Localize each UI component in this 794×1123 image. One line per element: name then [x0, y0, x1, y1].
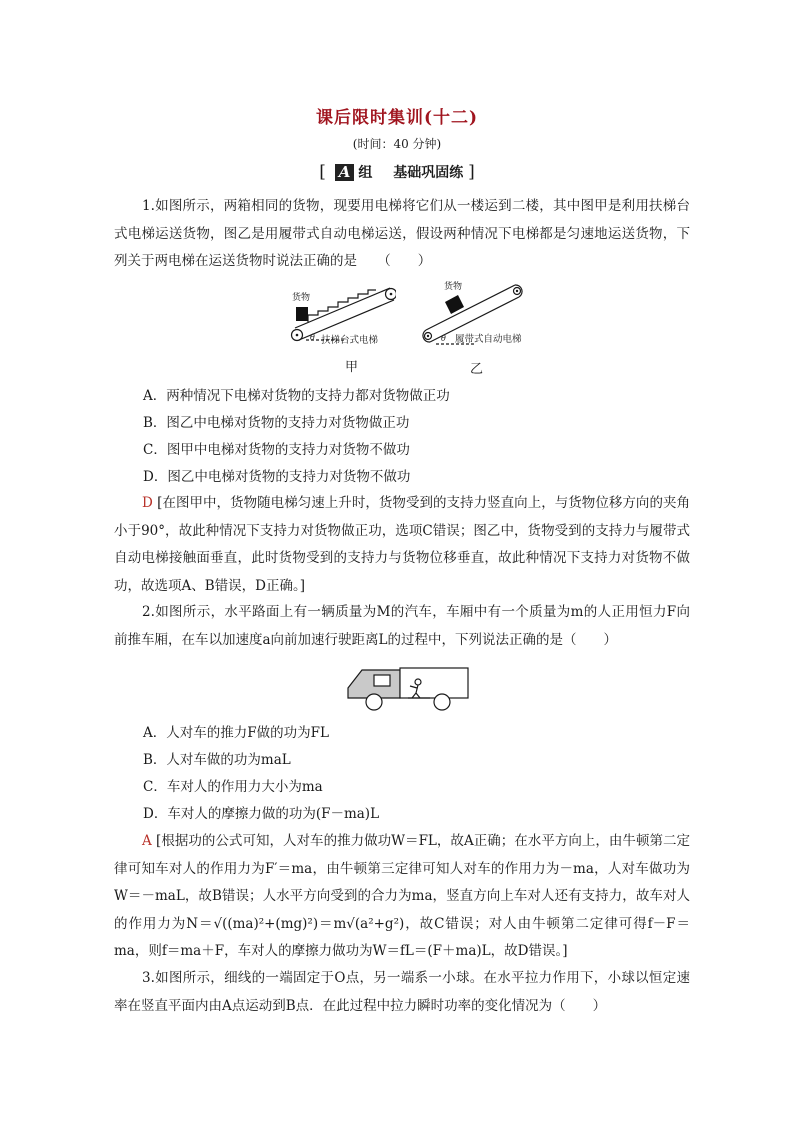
page-title: 课后限时集训(十二) — [315, 108, 479, 128]
figure-yi-angle-label: θ — [441, 334, 446, 343]
question-1-answer — [114, 490, 690, 600]
question-2-answer-letter: A — [142, 833, 152, 849]
question-1-answer-letter: D — [142, 495, 153, 511]
group-heading — [0, 162, 794, 182]
figure-caption-jia: 甲 — [345, 360, 359, 375]
group-close-bracket: ] — [468, 162, 475, 182]
question-2-option-b: B．人对车做的功为maL — [143, 752, 291, 768]
figure-jia-angle-label: θ — [310, 333, 315, 342]
figure-yi-cargo-label: 货物 — [444, 282, 463, 292]
question-1-explanation: [在图甲中，货物随电梯匀速上升时，货物受到的支持力竖直向上，与货物位移方向的夹角小于90°，故此种情况下支持力对货物做正功，选项C错误；图乙中，货物受到的支持力与履带式自动电梯接触面垂直，此时货物受到的支持力与货物位移垂直，故此种情况下支持力对货物不做功，故选项A、B错误，D正确。] — [114, 495, 690, 594]
figure-truck — [344, 660, 472, 718]
figure-jia-cargo-label: 货物 — [292, 293, 311, 303]
group-letter-badge: A — [335, 164, 355, 181]
question-2-option-c: C．车对人的作用力大小为ma — [143, 779, 323, 795]
question-1-option-c: C．图甲中电梯对货物的支持力对货物不做功 — [143, 442, 410, 458]
question-3-stem: 3.如图所示，细线的一端固定于O点，另一端系一小球。在水平拉力作用下，小球以恒定速率在竖直平面内由A点运动到B点．在此过程中拉力瞬时功率的变化情况为（ ） — [114, 970, 690, 1014]
question-1-stem: 1.如图所示，两箱相同的货物，现要用电梯将它们从一楼运到二楼，其中图甲是利用扶梯台式电梯运送货物，图乙是用履带式自动电梯运送，假设两种情况下电梯都是匀速地运送货物，下列关于两电梯在运送货物时说法正确的是 （ ） — [114, 198, 690, 269]
question-1-option-a: A．两种情况下电梯对货物的支持力都对货物做正功 — [143, 388, 450, 404]
group-open-bracket: [ — [319, 162, 326, 182]
figure-yi-escalator-label: 履带式自动电梯 — [455, 334, 522, 345]
figure-jia-escalator-label: 扶梯台式电梯 — [321, 335, 379, 346]
group-label: 组 — [358, 165, 373, 181]
question-2-explanation: [根据功的公式可知，人对车的推力做功W＝FL，故A正确；在水平方向上，由牛顿第二定律可知车对人的作用力为F′＝ma，由牛顿第三定律可知人对车的作用力为－ma，人对车做功为W＝－maL，故B错误；人水平方向受到的合力为ma，竖直方向上车对人还有支持力，故车对人的作用力为N＝√((ma)²+(mg)²)＝m√(a²+g²)，故C错误；对人由牛顿第二定律可得f－F＝ma，则f＝ma＋F，车对人的摩擦力做功为W＝fL＝(F＋ma)L，故D错误。] — [114, 833, 690, 959]
group-subtitle: 基础巩固练 — [393, 165, 464, 181]
figure-caption-yi: 乙 — [470, 362, 484, 377]
question-1-option-b: B．图乙中电梯对货物的支持力对货物做正功 — [143, 415, 410, 431]
question-1-option-d: D．图乙中电梯对货物的支持力对货物不做功 — [143, 469, 411, 485]
question-2-stem: 2.如图所示，水平路面上有一辆质量为M的汽车，车厢中有一个质量为m的人正用恒力F向前推车厢，在车以加速度a向前加速行驶距离L的过程中，下列说法正确的是（ ） — [114, 604, 690, 648]
question-2-option-d: D．车对人的摩擦力做的功为(F－ma)L — [143, 806, 380, 822]
question-2-answer — [114, 828, 690, 966]
question-2-option-a: A．人对车的推力F做的功为FL — [143, 725, 329, 741]
time-limit: (时间：40 分钟) — [352, 137, 442, 151]
